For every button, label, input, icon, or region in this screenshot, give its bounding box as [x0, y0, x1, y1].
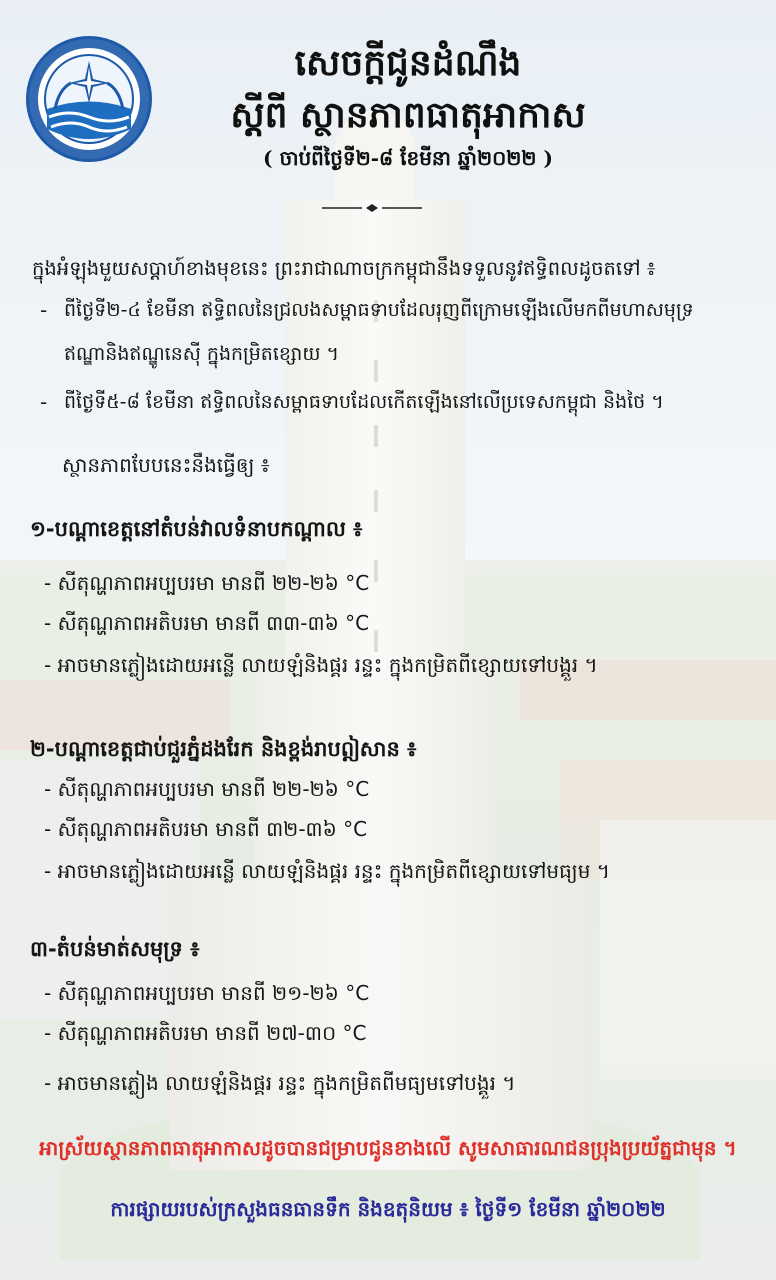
region-1-rain: - អាចមានភ្លៀងដោយអន្លើ លាយឡំនិងផ្គរ រន្ទះ ក្នុងកម្រិតពីខ្សោយទៅបង្គួរ ។: [44, 653, 598, 677]
date-range: ( ចាប់ពីថ្ងៃទី២-៨ ខែមីនា ឆ្នាំ២០២២ ): [263, 146, 553, 170]
public-notice: អាស្រ័យស្ថានភាពធាតុអាកាសដូចបានជម្រាបជូនខាងលើ សូមសាធារណជនប្រុងប្រយ័ត្នជាមុន ។: [39, 1136, 737, 1160]
region-3-rain: - អាចមានភ្លៀង លាយឡំនិងផ្គរ រន្ទះ ក្នុងកម្រិតពីមធ្យមទៅបង្គួរ ។: [44, 1071, 516, 1095]
intro-lead: ក្នុងអំឡុងមួយសប្តាហ៍ខាងមុខនេះ ព្រះរាជាណាចក្រកម្ពុជានឹងទទួលនូវឥទ្ធិពលដូចតទៅ ៖: [32, 257, 656, 280]
bullet-2: ពីថ្ងៃទី៥-៨ ខែមីនា ឥទ្ធិពលនៃសម្ពាធទាបដែលកើតឡើងនៅលើប្រទេសកម្ពុជា និងថៃ ។: [64, 391, 664, 413]
region-2-heading: ២-បណ្តាខេត្តជាប់ជួរភ្នំដងរែក និងខ្ពង់រាបឦសាន ៖: [30, 737, 417, 761]
region-3-min-temp: - សីតុណ្ហភាពអប្បបរមា មានពី ២១-២៦ °C: [44, 981, 370, 1005]
region-2-rain: - អាចមានភ្លៀងដោយអន្លើ លាយឡំនិងផ្គរ រន្ទះ ក្នុងកម្រិតពីខ្សោយទៅមធ្យម ។: [44, 859, 610, 883]
region-2-min-temp: - សីតុណ្ហភាពអប្បបរមា មានពី ២២-២៦ °C: [44, 777, 370, 801]
region-2-max-temp: - សីតុណ្ហភាពអតិបរមា មានពី ៣២-៣៦ °C: [44, 817, 368, 841]
region-1-min-temp: - សីតុណ្ហភាពអប្បបរមា មានពី ២២-២៦ °C: [44, 571, 370, 595]
region-3-max-temp: - សីតុណ្ហភាពអតិបរមា មានពី ២៧-៣០ °C: [44, 1021, 367, 1045]
bullet-1-line-2: ឥណ្ឌានិងឥណ្ឌូនេស៊ី ក្នុងកម្រិតខ្សោយ ។: [64, 343, 339, 365]
bullet-1-line-1: ពីថ្ងៃទី២-៤ ខែមីនា ឥទ្ធិពលនៃជ្រលងសម្ពាធទាបដែលរុញពីក្រោមឡើងលើមកពីមហាសមុទ្រ: [64, 299, 694, 321]
bullet-dash: -: [40, 298, 48, 322]
region-3-heading: ៣-តំបន់មាត់សមុទ្រ ៖: [30, 937, 200, 961]
notice-subtitle: ស្តីពី ស្ថានភាពធាតុអាកាស: [230, 94, 586, 136]
effect-intro: ស្ថានភាពបែបនេះនឹងធ្វើឲ្យ ៖: [62, 453, 270, 477]
region-1-heading: ១-បណ្តាខេត្តនៅតំបន់វាលទំនាបកណ្តាល ៖: [30, 517, 363, 541]
bullet-dash: -: [40, 390, 48, 414]
region-1-max-temp: - សីតុណ្ហភាពអតិបរមា មានពី ៣៣-៣៦ °C: [44, 611, 370, 635]
issuer-line: ការផ្សាយរបស់ក្រសួងធនធានទឹក និងឧតុនិយម ៖ ថ្ងៃទី១ ខែមីនា ឆ្នាំ២០២២: [110, 1197, 666, 1221]
ornament-divider: [322, 204, 422, 212]
notice-title: សេចក្តីជូនដំណឹង: [294, 42, 522, 84]
